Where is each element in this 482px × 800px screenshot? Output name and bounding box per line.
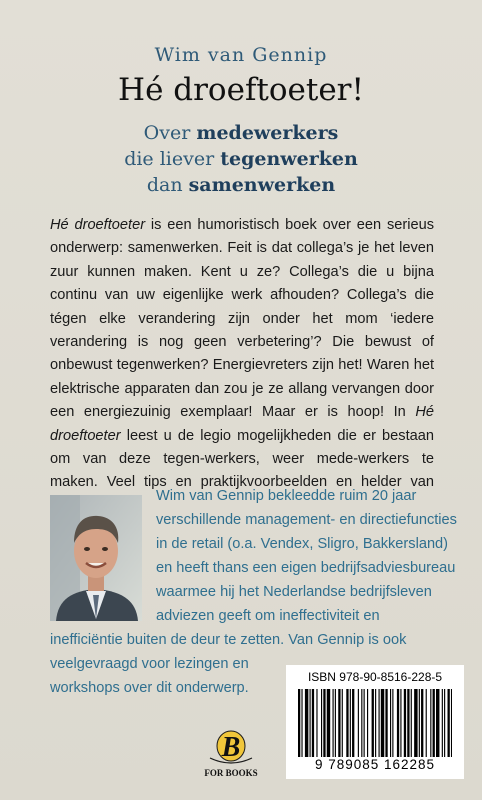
subtitle-line-3 — [0, 172, 482, 198]
barcode-bar — [301, 689, 302, 757]
bio-line: veelgevraagd voor lezingen en — [50, 656, 249, 672]
barcode-bar — [310, 689, 311, 757]
barcode-bar — [397, 689, 399, 757]
barcode-bar — [419, 689, 420, 757]
barcode-bar — [421, 689, 423, 757]
barcode-bar — [327, 689, 330, 757]
description-part-1: is een humoristisch boek over een serieus onderwerp: samenwerken. Feit is dat collega’s je het leven zuur kunnen maken. Kent u ze? Collega’s die u bijna continu van uw eigenlijke werk afhouden? Collega’s die tégen elke verandering zijn onder het mom ‘iedere verandering is nog geen verbetering’? Die bewust of onbewust tegenwerken? Energievreters zijn het! Waren het elektrische apparaten dan zou je ze allang vervangen door een energiezuinig exemplaar! Maar er is hoop! In — [50, 217, 434, 421]
publisher-logo-letter: B — [221, 732, 241, 763]
barcode-bar — [436, 689, 439, 757]
author-portrait-illustration — [50, 495, 142, 621]
author-name: Wim van Gennip — [154, 44, 328, 66]
barcode-bar — [316, 689, 317, 757]
description-part-2: leest u de legio mogelijkheden die er bestaan om van deze tegen-werkers, weer mede-werkers te maken. Veel tips en praktijkvoorbeelden en helder van — [50, 427, 434, 491]
barcode-panel — [286, 665, 464, 779]
barcode-bar — [430, 689, 431, 757]
author-photo — [50, 495, 142, 621]
subtitle-line-3-plain: dan — [146, 174, 189, 196]
barcode-bar — [298, 689, 300, 757]
subtitle-line-1 — [0, 120, 482, 146]
barcode-bar — [338, 689, 340, 757]
barcode-bar — [321, 689, 322, 757]
subtitle-line-2 — [0, 146, 482, 172]
bio-line: adviezen geeft om ineffectiviteit en — [156, 608, 380, 624]
book-title: Hé droeftoeter! — [118, 72, 364, 108]
barcode-bar — [448, 689, 450, 757]
bio-line: inefficiëntie buiten de deur te zetten. Van Gennip is ook — [50, 632, 407, 648]
publisher-logo-mark — [196, 724, 266, 770]
bio-line: waarmee hij het Nederlandse bedrijfsleven — [156, 584, 432, 600]
barcode-bar — [364, 689, 365, 757]
barcode-bar — [433, 689, 435, 757]
barcode-bar — [392, 689, 393, 757]
subtitle-line-1-bold: medewerkers — [196, 122, 339, 144]
subtitle-line-1-plain: Over — [143, 122, 197, 144]
barcode-bar — [385, 689, 387, 757]
description-italic-title-2: Hé droeftoeter — [50, 404, 434, 444]
barcode-bar — [342, 689, 343, 757]
barcode-bar — [367, 689, 368, 757]
barcode-bar — [451, 689, 452, 757]
barcode-bar — [346, 689, 348, 757]
barcode-bar — [352, 689, 354, 757]
barcode-bar — [379, 689, 380, 757]
barcode-bar — [335, 689, 336, 757]
barcode-bar — [358, 689, 359, 757]
barcode-number: 9 789085 162285 — [314, 757, 436, 772]
bio-line: en heeft thans een eigen bedrijfsadviesbureau — [156, 560, 456, 576]
barcode-bar — [381, 689, 384, 757]
barcode-bar — [407, 689, 409, 757]
barcode-bar — [390, 689, 391, 757]
barcode-bar — [305, 689, 308, 757]
barcode — [298, 689, 452, 757]
barcode-bar — [414, 689, 417, 757]
barcode-bar — [323, 689, 325, 757]
barcode-bar — [404, 689, 406, 757]
bio-line: workshops over dit onderwerp. — [50, 680, 249, 696]
bio-line: in de retail (o.a. Vendex, Sligro, Bakkersland) — [156, 536, 449, 552]
publisher-logo-text: FOR BOOKS — [204, 768, 258, 778]
isbn-number: ISBN 978-90-8516-228-5 — [307, 670, 443, 684]
barcode-bar — [372, 689, 374, 757]
subtitle-line-2-plain: die liever — [124, 148, 221, 170]
barcode-bar — [411, 689, 412, 757]
barcode-bar — [442, 689, 443, 757]
barcode-bar — [426, 689, 427, 757]
barcode-bar — [400, 689, 401, 757]
barcode-bar — [312, 689, 314, 757]
publisher-logo — [196, 724, 266, 784]
barcode-bar — [375, 689, 376, 757]
subtitle-line-2-bold: tegenwerken — [220, 148, 358, 170]
description-italic-title: Hé droeftoeter — [50, 217, 146, 233]
description-paragraph — [50, 214, 434, 518]
barcode-bar — [333, 689, 334, 757]
barcode-bar — [444, 689, 445, 757]
barcode-bar — [361, 689, 362, 757]
subtitle-line-3-bold: samenwerken — [188, 174, 336, 196]
barcode-bar — [350, 689, 351, 757]
bio-line: Wim van Gennip bekleedde ruim 20 jaar — [156, 488, 417, 504]
bio-line: verschillende management- en directiefuncties — [156, 512, 457, 528]
